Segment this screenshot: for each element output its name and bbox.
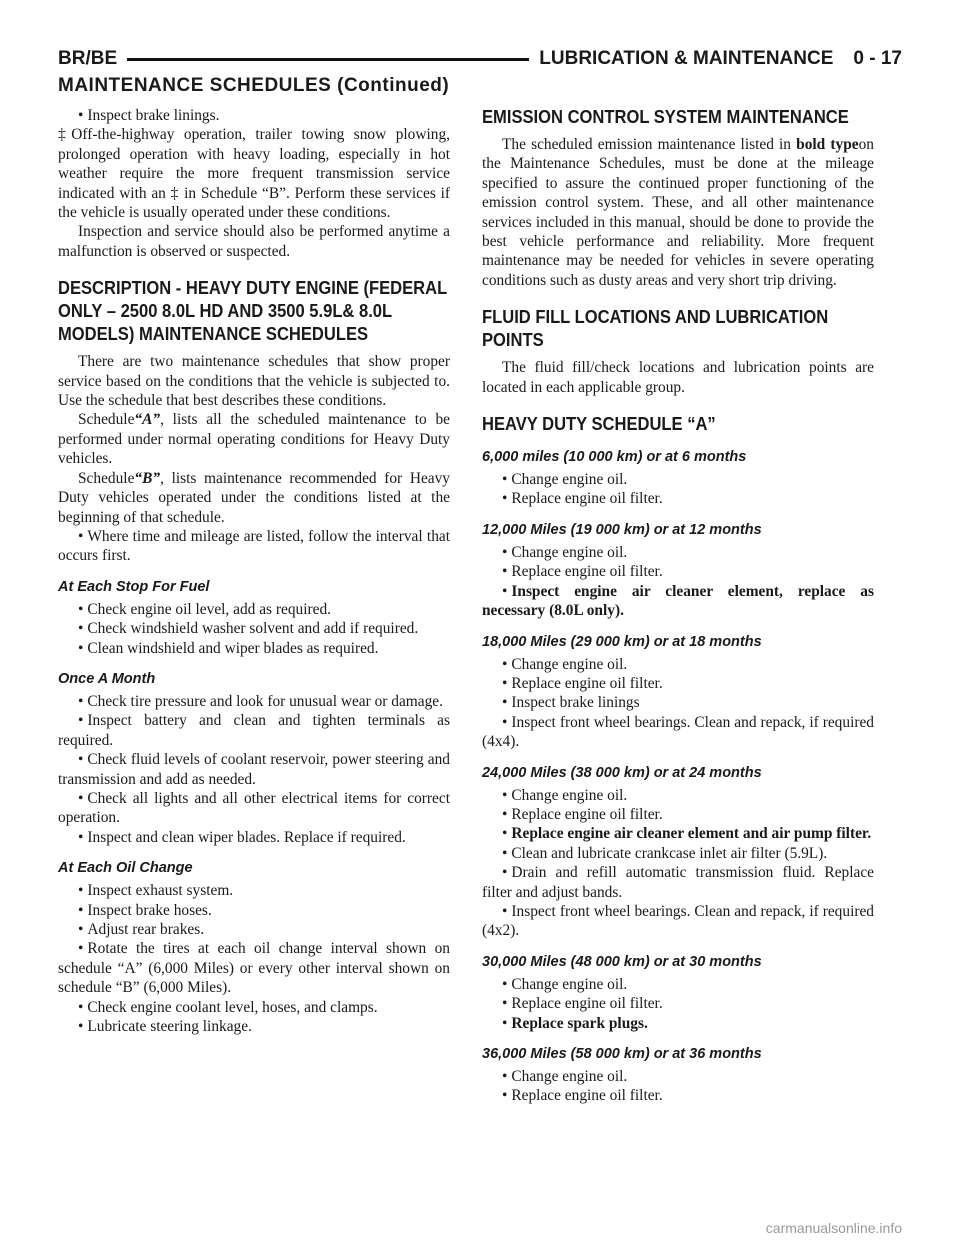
paragraph: Inspection and service should also be performed anytime a malfunction is observed or suspected. — [58, 223, 450, 260]
page-header — [58, 44, 902, 74]
list-item: • Rotate the tires at each oil change interval shown on schedule “A” (6,000 Miles) or every other interval shown on schedule “B” (6,000 Miles). — [58, 940, 450, 997]
list-item: • Inspect battery and clean and tighten terminals as required. — [58, 712, 450, 749]
paragraph: ‡Off-the-highway operation, trailer towing snow plowing, prolonged operation with heavy loading, especially in hot weather require the more frequent transmission service indicated with an ‡ in Schedule “B”. Perform these services if the vehicle is usually operated under these conditions. — [58, 126, 450, 222]
list-item: • Where time and mileage are listed, follow the interval that occurs first. — [58, 527, 450, 565]
list-item: • Inspect and clean wiper blades. Replace if required. — [78, 828, 406, 846]
list-item: • Inspect front wheel bearings. Clean and repack, if required (4x2). — [482, 902, 874, 940]
paragraph: Schedule“A”, lists all the scheduled maintenance to be performed under normal operating conditions for Heavy Duty vehicles. — [58, 411, 450, 468]
list-item: • Replace engine oil filter. — [502, 805, 663, 823]
interval-heading: 18,000 Miles (29 000 km) or at 18 months — [482, 633, 762, 650]
list-item: • Replace engine air cleaner element and air pump filter. — [502, 825, 872, 843]
section-heading: DESCRIPTION - HEAVY DUTY ENGINE (FEDERAL ONLY – 2500 8.0L HD AND 3500 5.9L& 8.0L MODELS) MAINTENANCE SCHEDULES — [58, 278, 447, 345]
interval-heading: 6,000 miles (10 000 km) or at 6 months — [482, 449, 747, 466]
list-item: • Inspect brake hoses. — [78, 901, 212, 919]
interval-heading: 24,000 Miles (38 000 km) or at 24 months — [482, 764, 762, 781]
list-item: • Check fluid levels of coolant reservoir, power steering and transmission and add as needed. — [58, 751, 450, 788]
list-item: • Change engine oil. — [502, 543, 628, 561]
list-item: • Replace engine oil filter. — [502, 674, 663, 692]
header-rule — [127, 58, 529, 61]
list-item: • Inspect exhaust system. — [78, 882, 234, 900]
subsection-heading: At Each Stop For Fuel — [58, 578, 210, 595]
list-item: • Replace engine oil filter. — [502, 995, 663, 1013]
section-heading: FLUID FILL LOCATIONS AND LUBRICATION POINTS — [482, 307, 829, 351]
list-item: • Drain and refill automatic transmission fluid. Replace filter and adjust bands. — [482, 864, 874, 901]
list-item: • Change engine oil. — [502, 1068, 628, 1085]
list-item: • Inspect brake linings — [502, 694, 640, 712]
interval-heading: 12,000 Miles (19 000 km) or at 12 months — [482, 521, 762, 538]
watermark: carmanualsonline.info — [765, 1220, 902, 1236]
list-item: • Inspect front wheel bearings. Clean and repack, if required (4x4). — [482, 713, 874, 751]
list-item: • Lubricate steering linkage. — [78, 1018, 252, 1036]
subsection-heading: Once A Month — [58, 670, 156, 687]
list-item: • Replace spark plugs. — [502, 1014, 648, 1032]
list-item: • Inspect brake linings. — [78, 107, 220, 124]
interval-heading: 30,000 Miles (48 000 km) or at 30 months — [482, 953, 762, 970]
paragraph: The fluid fill/check locations and lubrication points are located in each applicable group. — [482, 359, 874, 396]
section-heading: HEAVY DUTY SCHEDULE “A” — [482, 414, 716, 435]
list-item: • Replace engine oil filter. — [502, 1087, 663, 1105]
list-item: • Change engine oil. — [502, 471, 628, 489]
list-item: • Clean windshield and wiper blades as required. — [78, 639, 379, 657]
list-item: • Adjust rear brakes. — [78, 921, 205, 938]
header-page-number: 0 - 17 — [853, 48, 902, 69]
list-item: • Clean and lubricate crankcase inlet air filter (5.9L). — [502, 844, 828, 862]
paragraph: There are two maintenance schedules that show proper service based on the conditions that the vehicle is subjected to. Use the schedule that best describes these conditions. — [58, 353, 450, 410]
list-item: • Change engine oil. — [502, 975, 628, 993]
list-item: • Change engine oil. — [502, 655, 628, 673]
paragraph: The scheduled emission maintenance listed in bold typeon the Maintenance Schedules, must be done at the mileage specified to assure the continued proper functioning of the emission control system. These, and all other maintenance services included in this manual, should be done to provide the best vehicle performance and reliability. More frequent maintenance may be needed for vehicles in severe operating conditions such as dusty areas and very short trip driving. — [482, 136, 874, 289]
list-item: • Check all lights and all other electrical items for correct operation. — [58, 789, 450, 827]
interval-heading: 36,000 Miles (58 000 km) or at 36 months — [482, 1046, 762, 1062]
paragraph: Schedule“B”, lists maintenance recommended for Heavy Duty vehicles operated under the conditions listed at the beginning of that schedule. — [58, 469, 450, 526]
header-section: LUBRICATION & MAINTENANCE — [539, 48, 834, 69]
list-item: • Change engine oil. — [502, 786, 628, 804]
subsection-heading: At Each Oil Change — [58, 860, 193, 877]
list-item: • Replace engine oil filter. — [502, 490, 663, 508]
continued-title: MAINTENANCE SCHEDULES (Continued) — [58, 75, 450, 96]
left-column — [58, 106, 450, 1036]
section-heading: EMISSION CONTROL SYSTEM MAINTENANCE — [482, 107, 849, 127]
list-item: • Check engine coolant level, hoses, and clamps. — [78, 998, 378, 1016]
header-model: BR/BE — [58, 48, 118, 69]
list-item: • Check windshield washer solvent and add if required. — [78, 620, 419, 638]
list-item: • Inspect engine air cleaner element, replace as necessary (8.0L only). — [482, 582, 874, 620]
list-item: • Check tire pressure and look for unusual wear or damage. — [78, 692, 443, 710]
list-item: • Check engine oil level, add as required. — [78, 600, 331, 618]
list-item: • Replace engine oil filter. — [502, 563, 663, 581]
right-column — [482, 106, 874, 1106]
